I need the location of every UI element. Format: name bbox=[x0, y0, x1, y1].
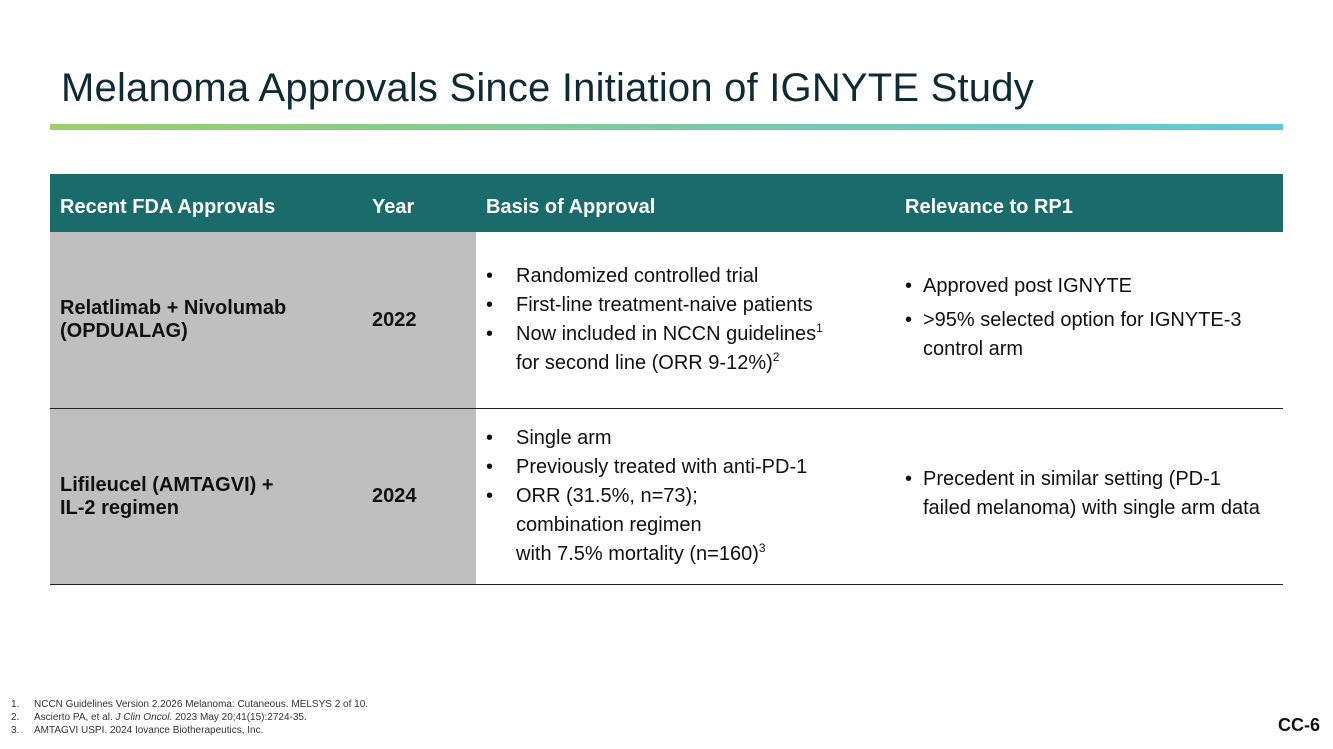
slide-title: Melanoma Approvals Since Initiation of IGNYTE Study bbox=[61, 66, 1034, 110]
list-item bbox=[486, 320, 885, 378]
footnote bbox=[11, 724, 368, 737]
footnote-text: 2023 May 20;41(15):2724-35. bbox=[172, 712, 307, 723]
footnote-number: 1. bbox=[11, 699, 20, 710]
approval-year: 2024 bbox=[362, 409, 476, 585]
footnotes bbox=[11, 698, 368, 737]
list-item: • Randomized controlled trial bbox=[486, 262, 885, 291]
approval-name: Relatlimab + Nivolumab bbox=[60, 297, 287, 319]
journal-name: J Clin Oncol. bbox=[115, 712, 173, 723]
header-recent-fda-approvals: Recent FDA Approvals bbox=[50, 174, 362, 232]
basis-text: Now included in NCCN guidelines bbox=[516, 323, 817, 345]
citation-sup: 3 bbox=[758, 541, 766, 555]
relevance-cell bbox=[895, 232, 1283, 409]
footnote bbox=[11, 698, 368, 711]
footnote-number: 2. bbox=[11, 712, 20, 723]
basis-list bbox=[486, 424, 885, 569]
approvals-table bbox=[50, 174, 1283, 585]
footnote-text: AMTAGVI USPI. 2024 Iovance Biotherapeutics, Inc. bbox=[34, 725, 264, 736]
footnote-text: Ascierto PA, et al. bbox=[34, 712, 116, 723]
list-item bbox=[486, 482, 885, 569]
header-basis-of-approval: Basis of Approval bbox=[476, 174, 895, 232]
list-item: • Precedent in similar setting (PD-1 failed melanoma) with single arm data bbox=[905, 465, 1273, 523]
basis-text: ORR (31.5%, n=73); bbox=[516, 485, 698, 507]
list-item: • Single arm bbox=[486, 424, 885, 453]
basis-cell bbox=[476, 232, 895, 409]
footnote-text: NCCN Guidelines Version 2.2026 Melanoma: Cutaneous. MELSYS 2 of 10. bbox=[34, 699, 369, 710]
approval-name: Lifileucel (AMTAGVI) + bbox=[60, 473, 274, 496]
list-item: • First-line treatment-naive patients bbox=[486, 291, 885, 320]
table-header-row bbox=[50, 174, 1283, 232]
table-row bbox=[50, 409, 1283, 585]
basis-list bbox=[486, 262, 885, 378]
list-item: • Previously treated with anti-PD-1 bbox=[486, 453, 885, 482]
header-relevance-to-rp1: Relevance to RP1 bbox=[895, 174, 1283, 232]
relevance-list bbox=[905, 465, 1273, 523]
approval-year: 2022 bbox=[362, 232, 476, 409]
approval-regimen: IL-2 regimen bbox=[60, 496, 179, 519]
footnote bbox=[11, 711, 368, 724]
relevance-cell bbox=[895, 409, 1283, 585]
header-year: Year bbox=[362, 174, 476, 232]
approval-brand: (OPDUALAG) bbox=[60, 320, 188, 342]
basis-cell bbox=[476, 409, 895, 585]
approval-name-cell bbox=[50, 232, 362, 409]
approval-name-cell bbox=[50, 409, 362, 585]
relevance-list bbox=[905, 272, 1273, 364]
citation-sup: 2 bbox=[772, 350, 780, 364]
table-row bbox=[50, 232, 1283, 409]
list-item: • Approved post IGNYTE bbox=[905, 272, 1273, 301]
footnote-number: 3. bbox=[11, 725, 20, 736]
citation-sup: 1 bbox=[816, 321, 823, 335]
basis-text-cont: for second line (ORR 9-12%) bbox=[516, 352, 773, 374]
basis-text-cont: combination regimen bbox=[516, 514, 702, 536]
list-item: • >95% selected option for IGNYTE-3 control arm bbox=[905, 306, 1273, 364]
title-divider bbox=[50, 124, 1283, 130]
slide-number: CC-6 bbox=[1277, 715, 1320, 735]
basis-text-cont: with 7.5% mortality (n=160) bbox=[516, 543, 759, 565]
